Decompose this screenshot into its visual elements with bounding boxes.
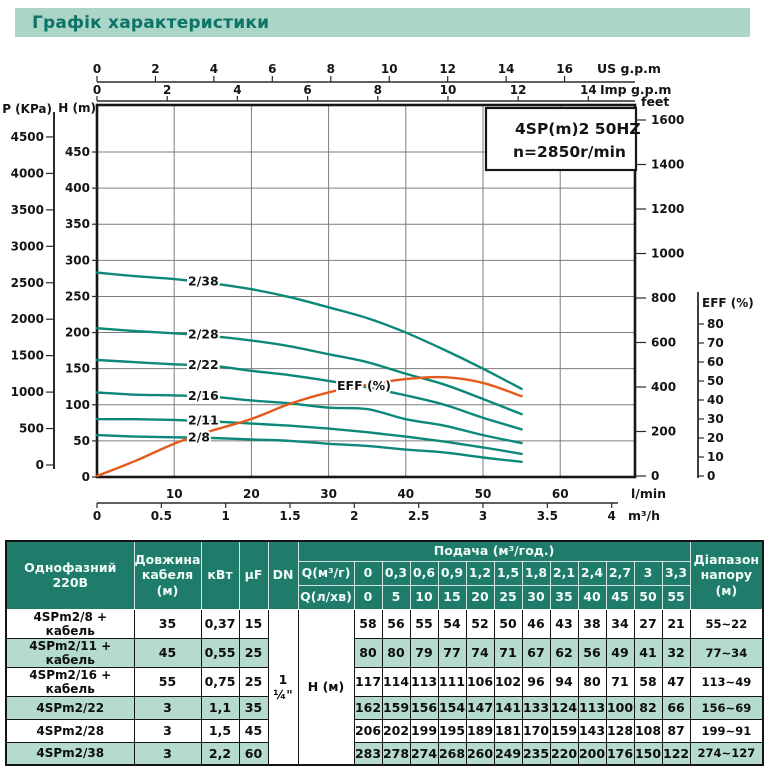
cell-head-range: 274~127 xyxy=(690,742,763,765)
cell-kw: 1,5 xyxy=(201,719,239,742)
cell-model: 4SPm2/11 + кабель xyxy=(6,638,134,667)
cell-head-value: 74 xyxy=(466,638,494,667)
specs-table xyxy=(5,540,764,766)
cell-head-value: 122 xyxy=(662,742,690,765)
axis-label: 350 xyxy=(64,217,90,232)
cell-head-value: 260 xyxy=(466,742,494,765)
cell-head-value: 159 xyxy=(550,719,578,742)
axis-label: 10 xyxy=(707,450,724,464)
cell-cable-length: 3 xyxy=(134,719,201,742)
axis-label: 2.5 xyxy=(408,509,430,523)
flow-m3h-header-value: 0 xyxy=(354,561,382,585)
axis-label: 3000 xyxy=(10,239,44,254)
cell-model: 4SPm2/38 xyxy=(6,742,134,765)
axis-label: 200 xyxy=(64,325,90,340)
axis-label: 0 xyxy=(92,83,102,97)
flow-m3h-header-value: 2,1 xyxy=(550,561,578,585)
cell-head-value: 77 xyxy=(438,638,466,667)
cell-kw: 2,2 xyxy=(201,742,239,765)
axis-label: 14 xyxy=(579,83,597,97)
cell-head-value: 113 xyxy=(410,667,438,696)
cell-head-value: 21 xyxy=(662,609,690,638)
cell-head-value: 47 xyxy=(662,667,690,696)
axis-label: 1 xyxy=(221,509,230,523)
cell-head-range: 77~34 xyxy=(690,638,763,667)
flow-lmin-header-value: 40 xyxy=(578,585,606,609)
cell-head-value: 133 xyxy=(522,696,550,719)
cell-head-value: 79 xyxy=(410,638,438,667)
cell-head-value: 52 xyxy=(466,609,494,638)
cell-cable-length: 45 xyxy=(134,638,201,667)
spec-row xyxy=(6,696,763,719)
axis-label: 100 xyxy=(64,397,90,412)
cell-uf: 25 xyxy=(239,638,268,667)
axis-label: 10 xyxy=(439,83,457,97)
col-header-model-line1: Однофазний xyxy=(24,559,117,575)
axis-label: 40 xyxy=(707,393,724,407)
axis-label: 4500 xyxy=(10,129,44,144)
flow-m3h-header-value: 1,8 xyxy=(522,561,550,585)
cell-head-value: 156 xyxy=(410,696,438,719)
flow-m3h-header-value: 2,7 xyxy=(606,561,634,585)
axis-label: 2000 xyxy=(10,312,44,327)
flow-lmin-header-value: 35 xyxy=(550,585,578,609)
cell-head-range: 55~22 xyxy=(690,609,763,638)
cell-head-value: 94 xyxy=(550,667,578,696)
cell-head-value: 114 xyxy=(382,667,410,696)
axis-label: 400 xyxy=(651,380,677,394)
axis-label: 4 xyxy=(209,62,219,76)
cell-head-value: 46 xyxy=(522,609,550,638)
cell-head-value: 102 xyxy=(494,667,522,696)
cell-head-value: 43 xyxy=(550,609,578,638)
axis-title-pressure: P (KPa) xyxy=(2,102,52,116)
cell-head-value: 108 xyxy=(634,719,662,742)
axis-label: 12 xyxy=(439,62,457,76)
axis-label: 80 xyxy=(707,317,724,331)
cell-head-value: 278 xyxy=(382,742,410,765)
axis-label: 1200 xyxy=(651,202,685,216)
axis-label: 2 xyxy=(163,83,172,97)
cell-head-value: 55 xyxy=(410,609,438,638)
axis-label: 500 xyxy=(18,421,44,436)
cell-model: 4SPm2/16 + кабель xyxy=(6,667,134,696)
col-header-dn: DN xyxy=(268,541,298,609)
flow-lmin-header-value: 5 xyxy=(382,585,410,609)
flow-lmin-header-value: 45 xyxy=(606,585,634,609)
cell-head-value: 56 xyxy=(578,638,606,667)
cell-head-value: 96 xyxy=(522,667,550,696)
axis-label: 20 xyxy=(243,487,260,501)
cell-head-value: 195 xyxy=(438,719,466,742)
cell-head-value: 71 xyxy=(494,638,522,667)
cell-uf: 60 xyxy=(239,742,268,765)
cell-head-range: 113~49 xyxy=(690,667,763,696)
cell-uf: 25 xyxy=(239,667,268,696)
axis-label: 0 xyxy=(35,458,44,472)
cell-head-value: 56 xyxy=(382,609,410,638)
axis-label: 14 xyxy=(497,62,515,76)
col-header-model xyxy=(6,541,134,609)
cell-head-value: 54 xyxy=(438,609,466,638)
pump-curve-2-38 xyxy=(97,273,522,389)
cell-head-value: 50 xyxy=(494,609,522,638)
flow-lmin-header-value: 55 xyxy=(662,585,690,609)
cell-head-value: 80 xyxy=(382,638,410,667)
cell-head-value: 80 xyxy=(578,667,606,696)
col-header-cable-length: Довжина кабеля (м) xyxy=(134,541,201,609)
axis-label: 300 xyxy=(64,253,90,268)
cell-head-value: 143 xyxy=(578,719,606,742)
cell-cable-length: 35 xyxy=(134,609,201,638)
cell-head-value: 268 xyxy=(438,742,466,765)
spec-row xyxy=(6,719,763,742)
flow-m3h-header-value: 0,9 xyxy=(438,561,466,585)
curve-label-2-8: 2/8 xyxy=(188,429,210,445)
cell-cable-length: 3 xyxy=(134,696,201,719)
col-header-head-range: Діапазон напору (м) xyxy=(690,541,763,609)
cell-head-value: 200 xyxy=(578,742,606,765)
axis-label: 70 xyxy=(707,336,724,350)
axis-label: 1000 xyxy=(651,246,685,261)
cell-head-value: 176 xyxy=(606,742,634,765)
cell-head-value: 41 xyxy=(634,638,662,667)
cell-head-value: 106 xyxy=(466,667,494,696)
axis-label: 3 xyxy=(478,509,488,523)
axis-label: 30 xyxy=(320,487,337,501)
cell-head-value: 274 xyxy=(410,742,438,765)
cell-head-value: 27 xyxy=(634,609,662,638)
flow-m3h-header-value: 1,5 xyxy=(494,561,522,585)
axis-label: 60 xyxy=(707,355,724,369)
cell-head-value: 181 xyxy=(494,719,522,742)
page-title: Графік характеристики xyxy=(32,12,270,33)
cell-head-value: 66 xyxy=(662,696,690,719)
cell-head-value: 124 xyxy=(550,696,578,719)
axis-label: 3500 xyxy=(10,202,44,217)
flow-lmin-header-value: 10 xyxy=(410,585,438,609)
curve-label-2-38: 2/38 xyxy=(188,273,219,289)
cell-head-value: 34 xyxy=(606,609,634,638)
flow-m3h-header-value: 3,3 xyxy=(662,561,690,585)
axis-label: 600 xyxy=(651,335,677,350)
axis-label: 50 xyxy=(474,487,492,501)
cell-head-value: 71 xyxy=(606,667,634,696)
cell-head-value: 38 xyxy=(578,609,606,638)
col-header-uf: μF xyxy=(239,541,268,609)
axis-label: 200 xyxy=(651,424,677,439)
cell-head-value: 147 xyxy=(466,696,494,719)
flow-m3h-header-value: 2,4 xyxy=(578,561,606,585)
cell-head-value: 235 xyxy=(522,742,550,765)
row-header-q-m3h: Q(м³/г) xyxy=(298,561,354,585)
axis-label: 12 xyxy=(509,83,527,97)
axis-label: 2 xyxy=(151,62,160,76)
cell-head-value: 67 xyxy=(522,638,550,667)
cell-head-value: 128 xyxy=(606,719,634,742)
cell-uf: 35 xyxy=(239,696,268,719)
axis-label: 0 xyxy=(92,62,102,76)
cell-head-value: 202 xyxy=(382,719,410,742)
axis-label: 0 xyxy=(707,469,716,483)
cell-model: 4SPm2/28 xyxy=(6,719,134,742)
axis-title-head: H (m) xyxy=(58,101,96,115)
axis-title-lmin: l/min xyxy=(631,486,667,501)
flow-m3h-header-value: 3 xyxy=(634,561,662,585)
axis-label: 150 xyxy=(64,361,90,376)
axis-label: 30 xyxy=(707,412,724,426)
cell-head-value: 141 xyxy=(494,696,522,719)
axis-label: 4000 xyxy=(10,166,44,181)
axis-label: 3.5 xyxy=(536,509,558,523)
cell-head-value: 283 xyxy=(354,742,382,765)
axis-label: 0 xyxy=(92,509,102,523)
curve-label-2-16: 2/16 xyxy=(188,388,219,404)
axis-label: 1400 xyxy=(651,157,685,172)
curve-label-2-28: 2/28 xyxy=(188,326,219,342)
cell-head-value: 113 xyxy=(578,696,606,719)
axis-label: 4 xyxy=(233,83,242,97)
cell-cable-length: 3 xyxy=(134,742,201,765)
row-header-q-lmin: Q(л/хв) xyxy=(298,585,354,609)
cell-head-value: 220 xyxy=(550,742,578,765)
cell-head-value: 150 xyxy=(634,742,662,765)
flow-lmin-header-value: 30 xyxy=(522,585,550,609)
spec-row xyxy=(6,667,763,696)
axis-label: 0 xyxy=(651,469,660,483)
cell-head-range: 199~91 xyxy=(690,719,763,742)
axis-label: 6 xyxy=(268,62,277,76)
axis-title-imp-gpm: Imp g.p.m xyxy=(600,82,672,97)
cell-head-value: 58 xyxy=(634,667,662,696)
cell-head-value: 199 xyxy=(410,719,438,742)
axis-label: 8 xyxy=(326,62,335,76)
cell-head-value: 154 xyxy=(438,696,466,719)
cell-head-value: 82 xyxy=(634,696,662,719)
col-header-kw: кВт xyxy=(201,541,239,609)
efficiency-curve-label: EFF (%) xyxy=(337,378,391,393)
cell-head-value: 32 xyxy=(662,638,690,667)
cell-head-value: 117 xyxy=(354,667,382,696)
cell-cable-length: 55 xyxy=(134,667,201,696)
axis-label: 450 xyxy=(64,145,90,160)
cell-head-value: 249 xyxy=(494,742,522,765)
col-header-model-line2: 220В xyxy=(52,575,89,591)
axis-label: 2 xyxy=(350,509,359,523)
cell-head-value: 49 xyxy=(606,638,634,667)
axis-label: 40 xyxy=(397,487,415,501)
chart-title: 4SP(m)2 50HZ xyxy=(515,120,641,138)
axis-label: 6 xyxy=(303,83,312,97)
axis-label: 60 xyxy=(551,487,569,501)
pump-curve-2-16 xyxy=(97,393,522,444)
flow-m3h-header-value: 0,3 xyxy=(382,561,410,585)
pump-curve-2-28 xyxy=(97,328,522,414)
col-header-flow: Подача (м³/год.) xyxy=(298,541,690,561)
cell-kw: 0,75 xyxy=(201,667,239,696)
spec-row xyxy=(6,609,763,638)
axis-label: 50 xyxy=(707,374,724,388)
cell-head-value: 58 xyxy=(354,609,382,638)
cell-model: 4SPm2/22 xyxy=(6,696,134,719)
cell-model: 4SPm2/8 + кабель xyxy=(6,609,134,638)
cell-head-value: 87 xyxy=(662,719,690,742)
flow-m3h-header-value: 1,2 xyxy=(466,561,494,585)
flow-lmin-header-value: 20 xyxy=(466,585,494,609)
cell-uf: 45 xyxy=(239,719,268,742)
axis-label: 250 xyxy=(64,289,90,304)
cell-head-value: 111 xyxy=(438,667,466,696)
flow-lmin-header-value: 25 xyxy=(494,585,522,609)
axis-label: 800 xyxy=(651,291,677,305)
axis-title-us-gpm: US g.p.m xyxy=(597,61,661,76)
flow-lmin-header-value: 15 xyxy=(438,585,466,609)
cell-head-value: 206 xyxy=(354,719,382,742)
axis-label: 0.5 xyxy=(150,509,172,523)
axis-label: 400 xyxy=(64,181,90,196)
flow-m3h-header-value: 0,6 xyxy=(410,561,438,585)
axis-label: 1000 xyxy=(10,385,44,400)
curve-label-2-11: 2/11 xyxy=(188,412,219,428)
cell-head-value: 170 xyxy=(522,719,550,742)
cell-head-value: 162 xyxy=(354,696,382,719)
axis-label: 50 xyxy=(73,433,90,448)
axis-label: 1600 xyxy=(651,113,685,127)
axis-label: 8 xyxy=(373,83,382,97)
axis-label: 4 xyxy=(607,509,616,523)
spec-row xyxy=(6,742,763,765)
axis-title-m3h: m³/h xyxy=(628,508,660,523)
axis-label: 20 xyxy=(707,431,724,445)
axis-label: 10 xyxy=(165,487,183,501)
cell-kw: 1,1 xyxy=(201,696,239,719)
cell-head-value: 80 xyxy=(354,638,382,667)
cell-head-range: 156~69 xyxy=(690,696,763,719)
cell-head-value: 100 xyxy=(606,696,634,719)
axis-label: 10 xyxy=(380,62,398,76)
flow-lmin-header-value: 50 xyxy=(634,585,662,609)
axis-label: 0 xyxy=(81,470,90,484)
axis-label: 1.5 xyxy=(279,509,301,523)
curve-label-2-22: 2/22 xyxy=(188,357,219,373)
axis-title-feet: feet xyxy=(641,94,670,109)
cell-head-value: 159 xyxy=(382,696,410,719)
spec-row xyxy=(6,638,763,667)
axis-label: 1500 xyxy=(10,348,44,363)
cell-head-label: H (м) xyxy=(298,609,354,765)
cell-head-value: 189 xyxy=(466,719,494,742)
flow-lmin-header-value: 0 xyxy=(354,585,382,609)
axis-label: 16 xyxy=(556,62,573,76)
cell-dn: 1 ¼" xyxy=(268,609,298,765)
cell-head-value: 62 xyxy=(550,638,578,667)
cell-uf: 15 xyxy=(239,609,268,638)
cell-kw: 0,55 xyxy=(201,638,239,667)
axis-label: 2500 xyxy=(10,275,44,290)
axis-title-eff: EFF (%) xyxy=(702,296,754,310)
chart-subtitle: n=2850r/min xyxy=(513,143,626,161)
cell-kw: 0,37 xyxy=(201,609,239,638)
